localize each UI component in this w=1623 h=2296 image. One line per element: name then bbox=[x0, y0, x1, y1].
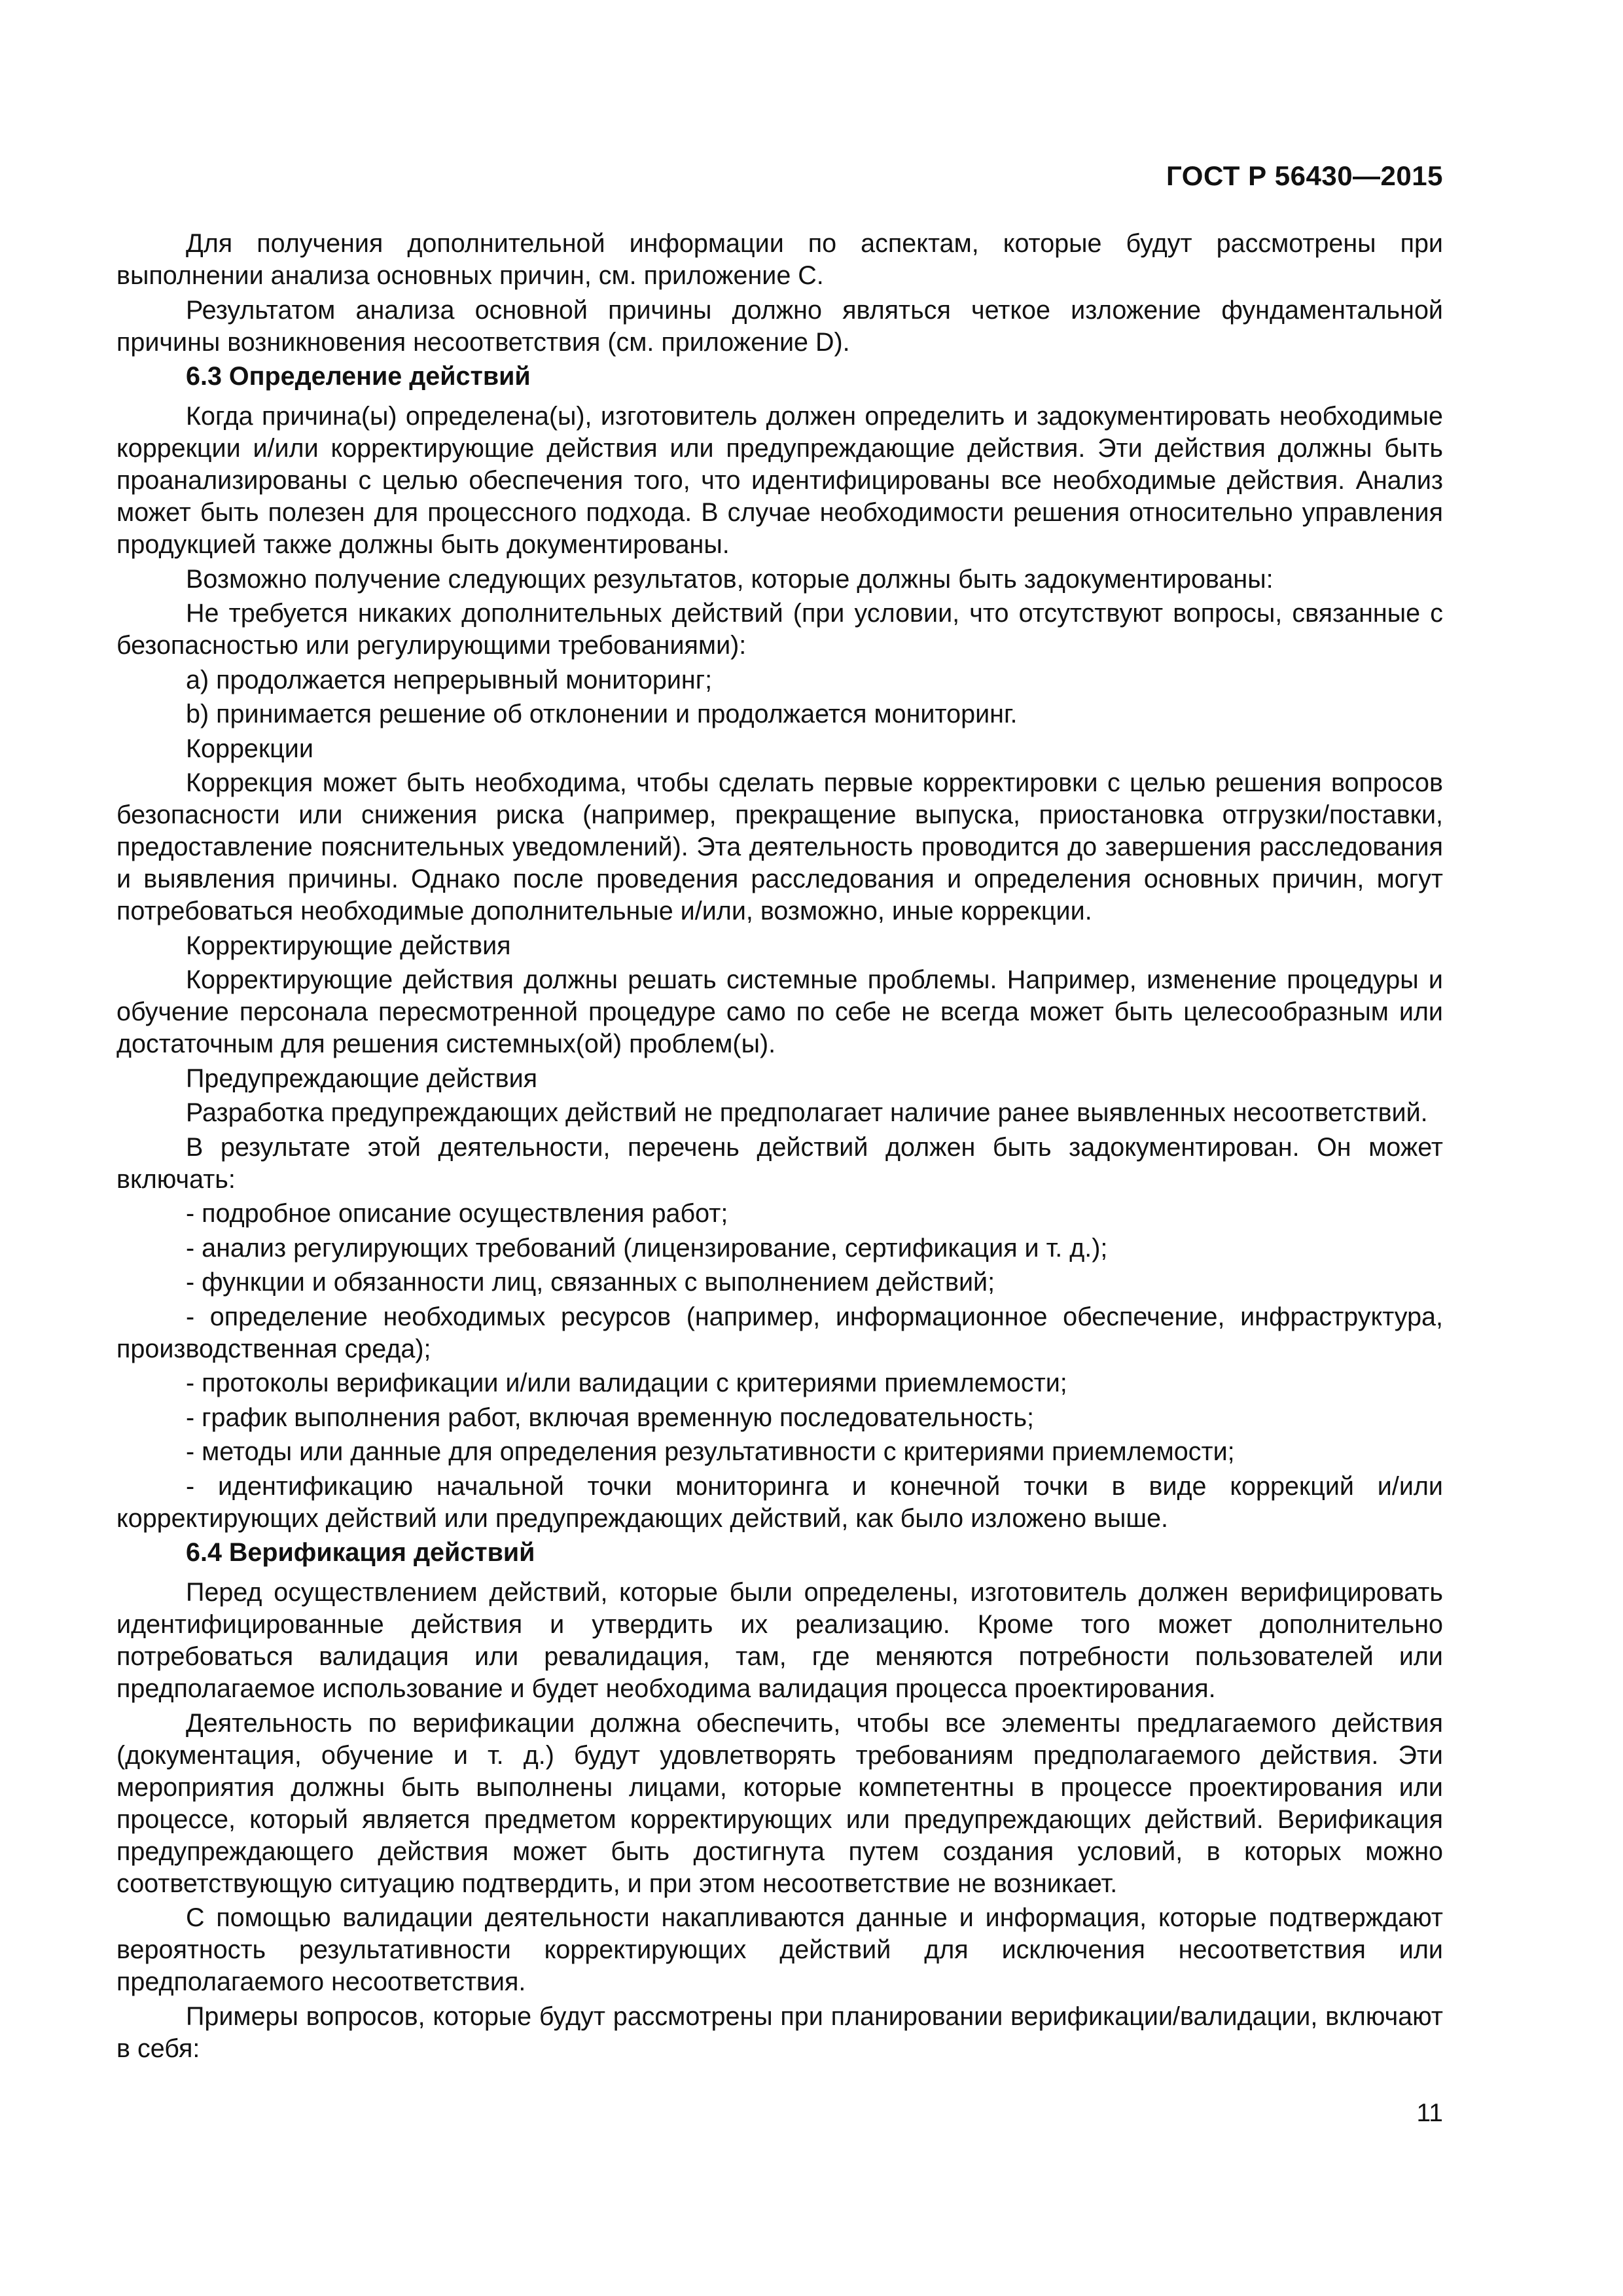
subheading: Предупреждающие действия bbox=[186, 1064, 538, 1093]
list-item: - методы или данные для определения результативности с критериями приемлемости; bbox=[186, 1437, 1235, 1466]
paragraph: Не требуется никаких дополнительных действий (при условии, что отсутствуют вопросы, связанные с безопасностью или регулирующими требованиями): bbox=[116, 599, 1443, 660]
paragraph: В результате этой деятельности, перечень действий должен быть задокументирован. Он может включать: bbox=[116, 1132, 1443, 1194]
paragraph: Для получения дополнительной информации по аспектам, которые будут рассмотрены при выполнении анализа основных причин, см. приложение С. bbox=[116, 229, 1443, 290]
document-body bbox=[116, 228, 1443, 2067]
list-item: b) принимается решение об отклонении и продолжается мониторинг. bbox=[186, 700, 1018, 728]
list-item: - функции и обязанности лиц, связанных с выполнением действий; bbox=[186, 1268, 995, 1297]
paragraph: С помощью валидации деятельности накапливаются данные и информация, которые подтверждают вероятность результативности корректирующих действий для исключения несоответствия или предполагаемого несоответствия. bbox=[116, 1903, 1443, 1996]
list-item: - определение необходимых ресурсов (например, информационное обеспечение, инфраструктура, производственная среда); bbox=[116, 1302, 1443, 1363]
paragraph: Разработка предупреждающих действий не предполагает наличие ранее выявленных несоответствий. bbox=[186, 1098, 1428, 1127]
page-number: 11 bbox=[1416, 2099, 1443, 2127]
paragraph: Перед осуществлением действий, которые были определены, изготовитель должен верифицировать идентифицированные действия и утвердить их реализацию. Кроме того может дополнительно потребоваться валидация или ревалидация, там, где меняются потребности пользователей или предполагаемое использование и будет необходима валидация процесса проектирования. bbox=[116, 1578, 1443, 1703]
paragraph: Результатом анализа основной причины должно являться четкое изложение фундаментальной причины возникновения несоответствия (см. приложение D). bbox=[116, 295, 1443, 357]
subheading: Коррекции bbox=[186, 734, 313, 763]
paragraph: Когда причина(ы) определена(ы), изготовитель должен определить и задокументировать необходимые коррекции и/или корректирующие действия или предупреждающие действия. Эти действия должны быть проанализированы с целью обеспечения того, что идентифицированы все необходимые действия. Анализ может быть полезен для процессного подхода. В случае необходимости решения относительно управления продукцией также должны быть документированы. bbox=[116, 402, 1443, 559]
list-item: - протоколы верификации и/или валидации с критериями приемлемости; bbox=[186, 1369, 1067, 1397]
list-item: - анализ регулирующих требований (лицензирование, сертификация и т. д.); bbox=[186, 1233, 1108, 1263]
list-item: - подробное описание осуществления работ; bbox=[186, 1199, 728, 1228]
paragraph: Корректирующие действия должны решать системные проблемы. Например, изменение процедуры и обучение персонала пересмотренной процедуре само по себе не всегда может быть целесообразным или достаточным для решения системных(ой) проблем(ы). bbox=[116, 965, 1443, 1058]
document-id-header: ГОСТ Р 56430—2015 bbox=[1166, 160, 1443, 191]
paragraph: Коррекция может быть необходима, чтобы сделать первые корректировки с целью решения вопросов безопасности или снижения риска (например, прекращение выпуска, приостановка отгрузки/поставки, предоставление пояснительных уведомлений). Эта деятельность проводится до завершения расследования и выявления причины. Однако после проведения расследования и определения основных причин, могут потребоваться необходимые дополнительные и/или, возможно, иные коррекции. bbox=[116, 768, 1443, 925]
paragraph: Деятельность по верификации должна обеспечить, чтобы все элементы предлагаемого действия (документация, обучение и т. д.) будут удовлетворять требованиям предполагаемого действия. Эти мероприятия должны быть выполнены лицами, которые компетентны в процессе проектирования или процессе, который является предметом корректирующих или предупреждающих действий. Верификация предупреждающего действия может быть достигнута путем создания условий, в которых можно соответствующую ситуацию подтвердить, и при этом несоответствие не возникает. bbox=[116, 1708, 1443, 1898]
section-heading-6-3: 6.3 Определение действий bbox=[186, 362, 531, 391]
section-heading-6-4: 6.4 Верификация действий bbox=[186, 1538, 535, 1567]
list-item: - график выполнения работ, включая временную последовательность; bbox=[186, 1403, 1035, 1432]
subheading: Корректирующие действия bbox=[186, 931, 511, 960]
list-item: a) продолжается непрерывный мониторинг; bbox=[186, 665, 713, 694]
paragraph: Примеры вопросов, которые будут рассмотрены при планировании верификации/валидации, включают в себя: bbox=[116, 2001, 1443, 2063]
list-item: - идентификацию начальной точки мониторинга и конечной точки в виде коррекций и/или корректирующих действий или предупреждающих действий, как было изложено выше. bbox=[116, 1471, 1443, 1533]
paragraph: Возможно получение следующих результатов, которые должны быть задокументированы: bbox=[186, 564, 1274, 594]
